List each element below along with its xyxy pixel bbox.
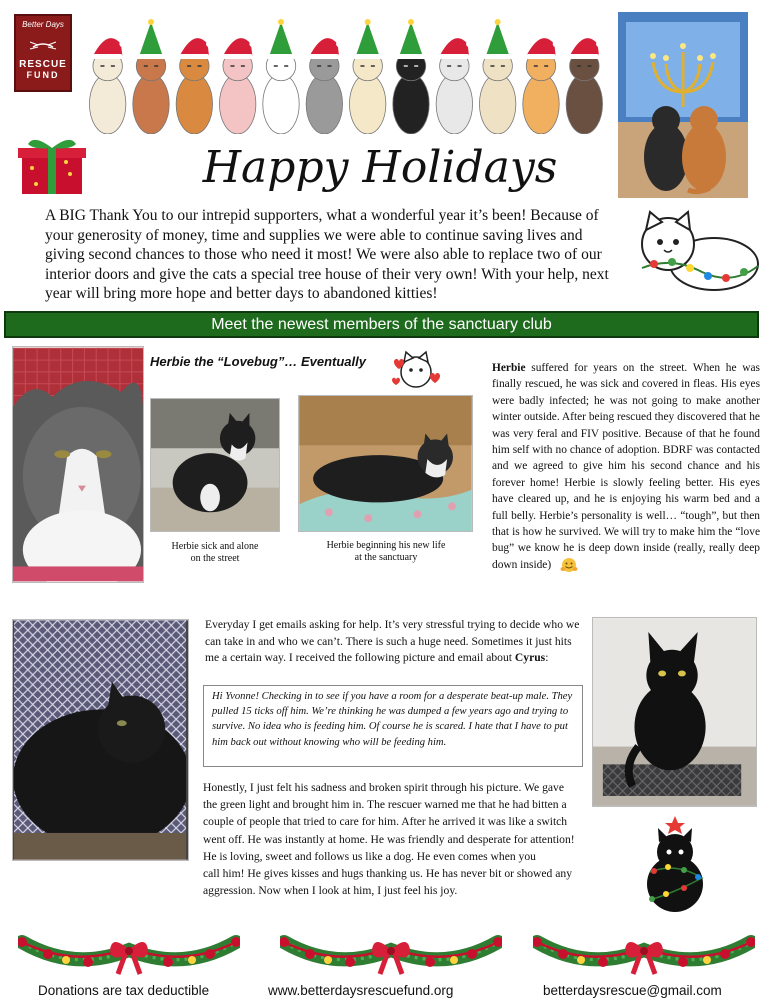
menorah-cats-illustration — [618, 12, 748, 198]
caption-line: at the sanctuary — [354, 552, 418, 563]
cyrus-intro-start: Everyday I get emails asking for help. It’s very stressful trying to decide who we can take in and who we can’t. There is such a huge need. Sometimes it just hits me a certain way. I received the following picture and email about — [205, 618, 580, 665]
holiday-cat-figure — [263, 19, 299, 134]
cyrus-cage-photo — [12, 619, 189, 861]
holiday-cat-figure — [349, 19, 385, 134]
holiday-cat-figure — [176, 38, 212, 134]
section-banner: Meet the newest members of the sanctuary club — [4, 311, 759, 338]
logo-line-1: Better Days — [22, 20, 64, 29]
gift-icon — [14, 134, 92, 196]
cyrus-story — [203, 779, 578, 899]
rescue-fund-logo — [14, 14, 72, 92]
cyrus-story-b: call him! He gives kisses and hugs thanking us. He has never bit or showed any aggression. Now when I look at him, I just feel his joy. — [203, 867, 572, 898]
caption-line: Herbie beginning his new life — [326, 540, 446, 551]
holiday-cats-illustration — [86, 14, 606, 134]
cyrus-home-photo — [592, 617, 757, 807]
herbie-name: Herbie — [492, 362, 526, 374]
cat-whisker-icon — [28, 38, 58, 52]
intro-paragraph: A BIG Thank You to our intrepid supporters, what a wonderful year it’s been! Because of your generosity of money, time and supplies we were able to continue saving lives and giving second chances to those who need it most! We were also able to replace two of our interior doors and give the cats a special tree house of their very own! With your help, next year will bring more hope and better days to abandoned kitties! — [45, 207, 609, 302]
holiday-cat-figure — [219, 38, 255, 134]
holly-garland-center — [280, 920, 502, 978]
holiday-cat-figure — [566, 38, 602, 134]
cyrus-name: Cyrus — [514, 651, 546, 665]
holiday-cat-figure — [436, 38, 472, 134]
holiday-cat-figure — [523, 38, 559, 134]
footer-tax-note: Donations are tax deductible — [38, 983, 210, 998]
cyrus-intro — [205, 617, 585, 667]
cyrus-intro-end: : — [545, 651, 549, 665]
herbie-story-text: suffered for years on the street. When he was finally rescued, he was sick and covered in fleas. His eyes were badly infected; he was not going to make another winter outside. After being rescued they discovered that he was very feral and FIV positive. Because of that he found him self with no chance of adoption. BDRF was contacted and we agreed to give him his second chance and his forever home! Herbie is slowly feeling better. His eyes have cleared up, and he is enjoying his warm bed and a full belly. Herbie’s personality is well… “tough”, but then that is how he survived. We will try to make him the “love bug” we know he is deep down inside (really, really deep down inside) — [492, 362, 760, 571]
herbie-story — [492, 360, 760, 573]
herbie-street-photo — [150, 398, 280, 532]
holiday-cat-figure — [479, 19, 515, 134]
holiday-cat-figure — [89, 38, 125, 134]
black-cat-lights-illustration — [636, 814, 714, 916]
hugging-face-emoji-icon — [560, 557, 578, 573]
herbie-sanctuary-photo — [298, 395, 473, 532]
holiday-cat-figure — [133, 19, 169, 134]
herbie-sanctuary-caption — [300, 540, 472, 564]
footer-email-link[interactable]: betterdaysrescue@gmail.com — [543, 983, 722, 998]
caption-line: Herbie sick and alone — [171, 541, 259, 552]
herbie-street-caption — [152, 541, 278, 565]
caption-line: on the street — [190, 553, 240, 564]
logo-line-3: FUND — [26, 70, 60, 80]
holly-garland-left — [18, 920, 240, 978]
holiday-cat-figure — [393, 19, 429, 134]
heart-cat-icon — [386, 348, 446, 392]
logo-line-2: RESCUE — [19, 59, 67, 70]
rescuer-email-quote: Hi Yvonne! Checking in to see if you have a room for a desperate beat-up male. They pulled 15 ticks off him. We’re thinking he was dumped a few years ago and trying to survive. No idea who is feeding him. Of course he is scared. I hate that I have to put him back out without knowing who will be feeding him. — [203, 685, 583, 767]
page-title: Happy Holidays — [202, 142, 558, 193]
footer-website-link[interactable]: www.betterdaysrescuefund.org — [268, 983, 454, 998]
cat-lights-illustration — [632, 206, 764, 294]
herbie-heading: Herbie the “Lovebug”… Eventually — [150, 354, 366, 369]
holly-garland-right — [533, 920, 755, 978]
cyrus-story-a: Honestly, I just felt his sadness and broken spirit through his picture. We gave the green light and brought him in. The rescuer warned me that he had bitten a couple of people that tried to care for him. After he arrived it was like a switch went off. He was instantly at home. He was friendly and desperate for attention! He is loving, sweet and follows us like a dog. He even comes when you — [203, 781, 575, 863]
holiday-cat-figure — [306, 38, 342, 134]
herbie-portrait-photo — [12, 346, 144, 583]
